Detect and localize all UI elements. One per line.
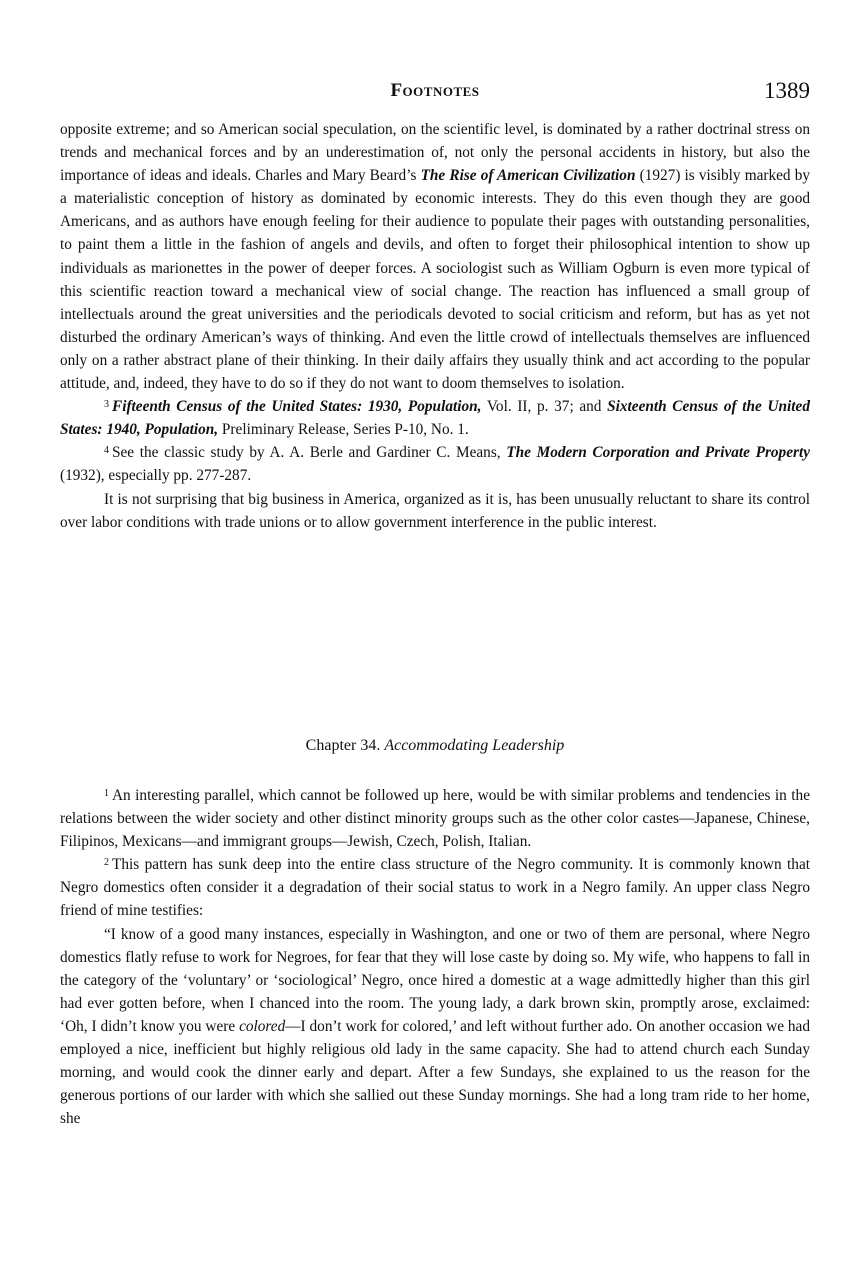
paragraph-text: (1927) is visibly marked by a materialistic conception of history as dominated by economic interests. They do this even though they are good Americans, and as authors have enough feeling for their audience to populate their pages with outstanding personalities, to paint them a little in the fashion of angels and devils, and often to forget their philosophical intention to show up individuals as marionettes in the power of deeper forces. A sociologist such as William Ogburn is even more typical of this scientific reaction toward a mechanical view of social change. The reaction has influenced a small group of intellectuals around the great universities and the periodicals devoted to social criticism and reform, but has as yet not disturbed the ordinary American’s ways of thinking. And even the little crowd of intellectuals themselves are influenced only on a rather abstract plane of their thinking. In their daily affairs they usually think and act according to the popular attitude, and, indeed, they have to do so if they do not want to doom themselves to isolation. (60, 167, 811, 393)
chapter-title: Accommodating Leadership (384, 737, 565, 754)
footnote-2 (60, 853, 810, 922)
footnote-marker: 1 (104, 788, 109, 799)
footnote-4-paragraph: It is not surprising that big business in America, organized as it is, has been unusually reluctant to share its control over labor conditions with trade unions or to allow government interference in the public interest. (60, 490, 810, 531)
quote-italic-word: colored (239, 1017, 286, 1035)
quote-text: “I know of a good many instances, especially in Washington, and one or two of them are personal, where Negro domestics flatly refuse to work for Negroes, for fear that they will lose caste by doing so. My wife, who happens to fall in the category of the ‘voluntary’ or ‘sociological’ Negro, once hired a domestic at a wage admittedly higher than this girl had ever gotten before, when I chanced into the room. The young lady, a dark brown skin, promptly arose, exclaimed: ‘Oh, I didn’t know you were (60, 925, 810, 1035)
footnote-marker: 4 (104, 445, 109, 457)
footnotes-section-lower (60, 784, 810, 1130)
footnote-1 (60, 784, 810, 853)
block-quote (60, 923, 810, 1131)
continuation-paragraph (60, 118, 810, 395)
chapter-label: Chapter 34. (305, 737, 381, 754)
quote-text: —I don’t work for colored,’ and left without further ado. On another occasion we had employed a nice, inefficient but highly religious old lady in the same capacity. She had to attend church each Sunday morning, and would cook the dinner early and depart. After a few Sundays, she explained to us the reason for the generous portions of our larder with which she sallied out these Sunday mornings. She had a long tram ride to her home, she (60, 1017, 810, 1128)
footnote-marker: 3 (104, 399, 109, 411)
footnote-marker: 2 (104, 857, 109, 869)
census-title: Fifteenth Census of the United States: 1930, Population, (112, 398, 482, 416)
footnote-text: This pattern has sunk deep into the entire class structure of the Negro community. It is commonly known that Negro domestics often consider it a degradation of their social status to work in a Negro family. An upper class Negro friend of mine testifies: (60, 856, 810, 920)
census-title: Sixteenth Census of the United States: 1940, Population, (60, 398, 810, 439)
footnote-3 (60, 395, 810, 441)
page-number: 1389 (764, 78, 810, 103)
running-title: Footnotes (390, 80, 480, 101)
footnote-text: Vol. II, p. 37; and (486, 398, 602, 416)
chapter-heading (60, 737, 810, 755)
book-title: The Rise of American Civilization (420, 167, 636, 185)
footnotes-section-upper (60, 118, 810, 534)
footnote-text: See the classic study by A. A. Berle and Gardiner C. Means, (112, 444, 501, 462)
footnote-4 (60, 441, 810, 487)
book-title: The Modern Corporation and Private Property (506, 444, 810, 462)
footnote-text: An interesting parallel, which cannot be followed up here, would be with similar problems and tendencies in the relations between the wider society and other distinct minority groups such as the other color castes—Japanese, Chinese, Filipinos, Mexicans—and immigrant groups—Jewish, Czech, Polish, Italian. (60, 787, 810, 851)
footnote-text: Preliminary Release, Series P-10, No. 1. (221, 421, 469, 439)
paragraph-text: opposite extreme; and so American social speculation, on the scientific level, is dominated by a rather doctrinal stress on trends and mechanical forces and by an underestimation of, not only the personal accidents in history, but also the importance of ideas and ideals. Charles and Mary Beard’s (60, 121, 810, 185)
footnote-text: (1932), especially pp. 277-287. (60, 467, 252, 485)
page-header (60, 78, 810, 112)
